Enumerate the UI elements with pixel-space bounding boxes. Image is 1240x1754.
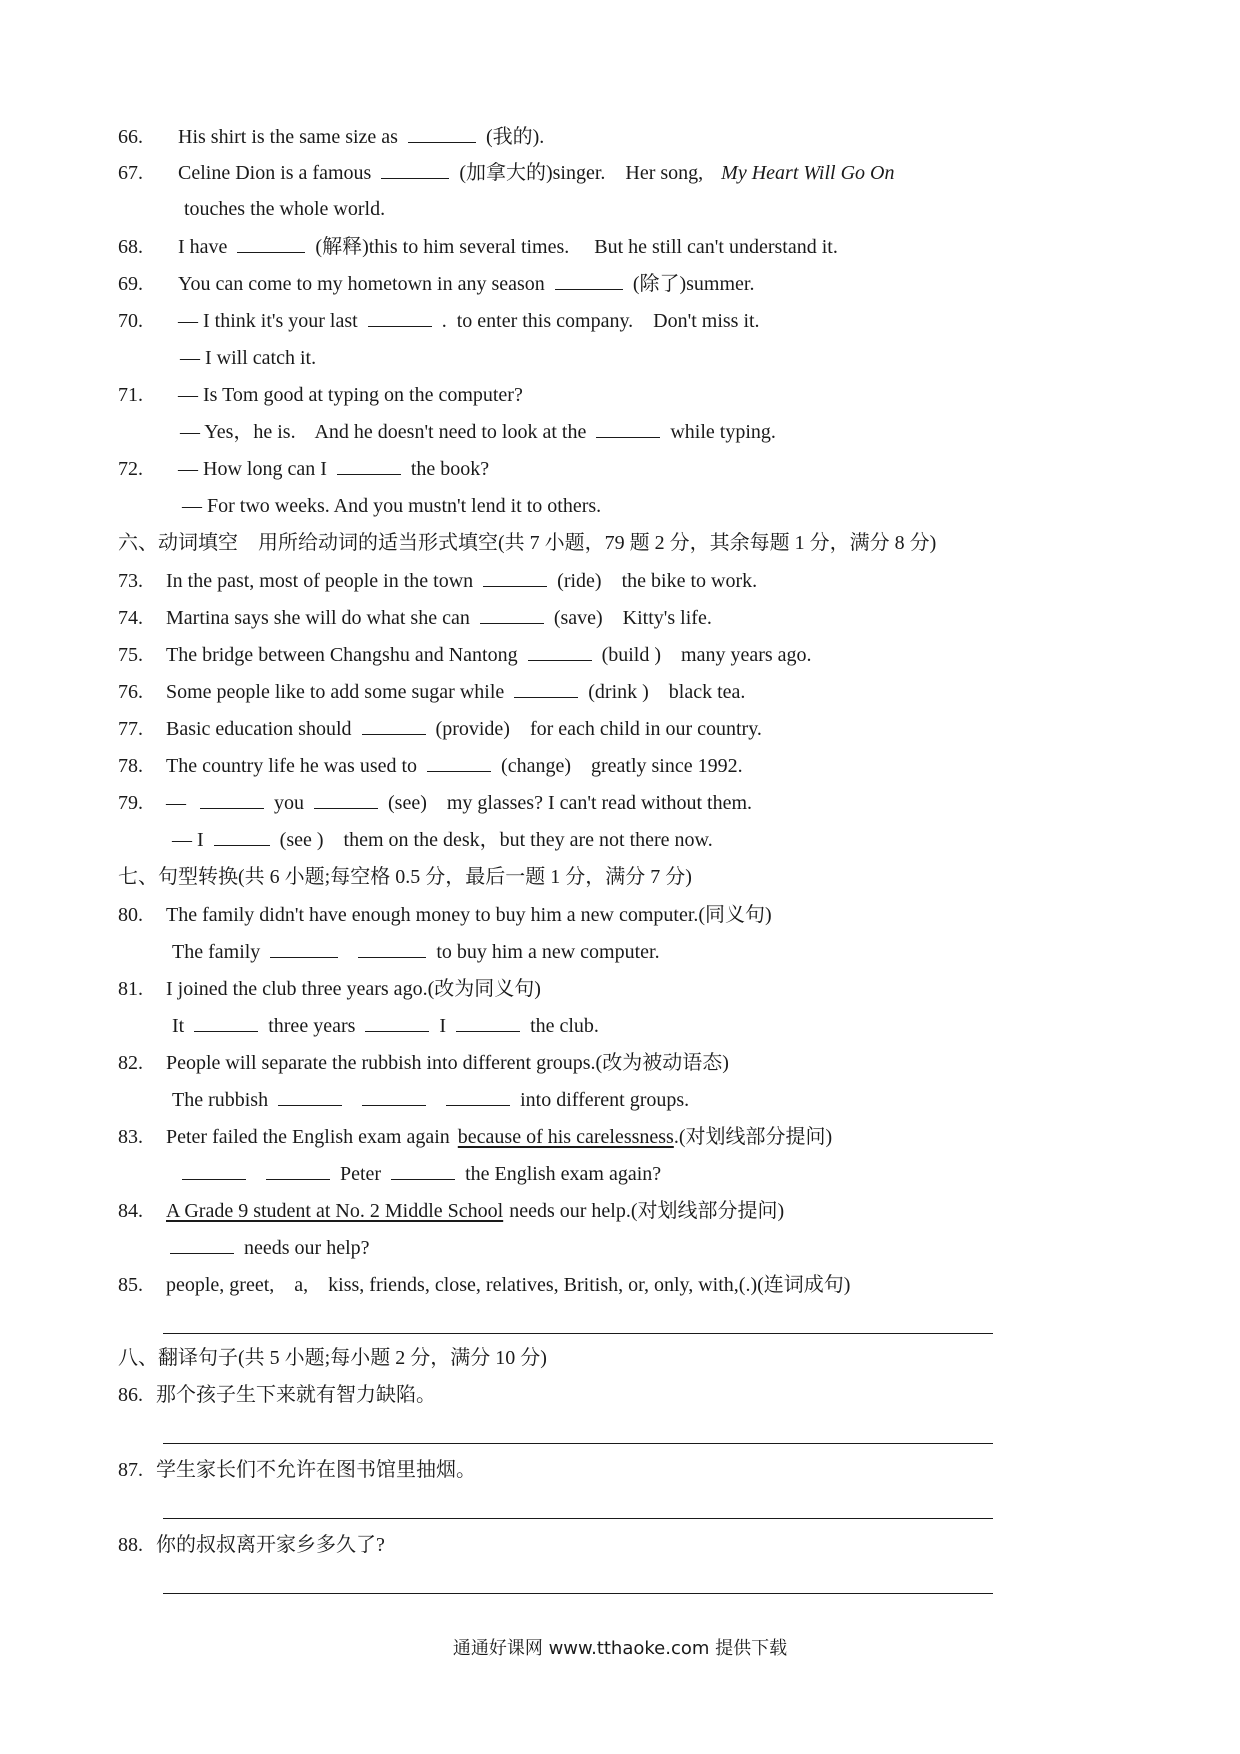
question-number: 78. [118, 755, 143, 777]
answer-blank[interactable] [528, 640, 592, 661]
section-title: 六、动词填空 用所给动词的适当形式填空(共 7 小题，79 题 2 分，其余每题 1 分，满分 8 分) [118, 532, 937, 554]
question-number: 67. [118, 162, 143, 184]
question-text: Martina says she will do what she can [166, 607, 470, 629]
answer-blank[interactable] [408, 122, 476, 143]
answer-blank[interactable] [182, 1159, 246, 1180]
question-number: 72. [118, 458, 143, 480]
question-85 [0, 1270, 1240, 1300]
question-83 [0, 1122, 1240, 1152]
question-number: 68. [118, 236, 143, 258]
answer-blank[interactable] [596, 417, 660, 438]
question-text: In the past, most of people in the town [166, 570, 474, 592]
question-number: 77. [118, 718, 143, 740]
answer-blank[interactable] [266, 1159, 330, 1180]
section-6-heading [0, 528, 1240, 558]
question-81-answer [0, 1011, 1240, 1041]
question-text: (see) my glasses? I can't read without them. [388, 792, 753, 814]
question-number: 71. [118, 384, 143, 406]
question-67 [0, 158, 1240, 188]
answer-blank[interactable] [514, 677, 578, 698]
answer-blank[interactable] [194, 1011, 258, 1032]
question-number: 83. [118, 1126, 143, 1148]
question-74 [0, 603, 1240, 633]
question-number: 79. [118, 792, 143, 814]
question-number: 88. [118, 1534, 143, 1556]
question-84 [0, 1196, 1240, 1226]
question-text: to buy him a new computer. [436, 941, 660, 963]
question-71-reply [0, 417, 1240, 447]
question-number: 86. [118, 1384, 143, 1406]
answer-line[interactable] [163, 1333, 993, 1334]
answer-line[interactable] [163, 1443, 993, 1444]
question-text: (provide) for each child in our country. [435, 718, 762, 740]
question-87 [0, 1455, 1240, 1485]
answer-blank[interactable] [483, 566, 547, 587]
question-text: . to enter this company. Don't miss it. [441, 310, 760, 332]
question-text: His shirt is the same size as [178, 126, 398, 148]
question-text: needs our help.(对划线部分提问) [509, 1200, 785, 1222]
question-number: 85. [118, 1274, 143, 1296]
answer-blank[interactable] [456, 1011, 520, 1032]
answer-blank[interactable] [555, 269, 623, 290]
question-text: Some people like to add some sugar while [166, 681, 505, 703]
question-text: — [166, 792, 186, 814]
question-text: The family didn't have enough money to buy him a new computer.(同义句) [166, 904, 772, 926]
question-text: Basic education should [166, 718, 352, 740]
answer-line[interactable] [163, 1518, 993, 1519]
question-number: 84. [118, 1200, 143, 1222]
answer-blank[interactable] [365, 1011, 429, 1032]
question-69 [0, 269, 1240, 299]
question-text: (我的). [485, 126, 545, 148]
question-number: 73. [118, 570, 143, 592]
question-text: three years [268, 1015, 356, 1037]
question-78 [0, 751, 1240, 781]
question-text: 你的叔叔离开家乡多久了? [156, 1534, 385, 1556]
question-text: people, greet, a, kiss, friends, close, relatives, British, or, only, with,(.)(连词成句) [166, 1274, 851, 1296]
question-82-answer [0, 1085, 1240, 1115]
answer-blank[interactable] [446, 1085, 510, 1106]
question-text: The rubbish [172, 1089, 269, 1111]
question-text: the book? [410, 458, 490, 480]
question-66 [0, 122, 1240, 152]
question-text: .(对划线部分提问) [673, 1126, 833, 1148]
question-text: needs our help? [244, 1237, 370, 1259]
question-text: You can come to my hometown in any season [178, 273, 545, 295]
answer-blank[interactable] [480, 603, 544, 624]
question-73 [0, 566, 1240, 596]
question-text: Peter failed the English exam again [166, 1126, 450, 1148]
answer-blank[interactable] [170, 1233, 234, 1254]
question-text: People will separate the rubbish into different groups.(改为被动语态) [166, 1052, 729, 1074]
question-number: 87. [118, 1459, 143, 1481]
question-text: — How long can I [178, 458, 327, 480]
question-text: It [172, 1015, 185, 1037]
question-text: The bridge between Changshu and Nantong [166, 644, 518, 666]
answer-line[interactable] [163, 1593, 993, 1594]
question-82 [0, 1048, 1240, 1078]
question-number: 66. [118, 126, 143, 148]
question-text: you [274, 792, 304, 814]
section-7-heading [0, 862, 1240, 892]
question-text: the English exam again? [465, 1163, 662, 1185]
section-8-heading [0, 1343, 1240, 1373]
question-76 [0, 677, 1240, 707]
answer-blank[interactable] [427, 751, 491, 772]
section-title: 七、句型转换(共 6 小题;每空格 0.5 分，最后一题 1 分，满分 7 分) [118, 866, 692, 888]
question-text: — For two weeks. And you mustn't lend it to others. [182, 495, 602, 517]
question-text: Celine Dion is a famous [178, 162, 372, 184]
question-72-reply [0, 491, 1240, 521]
answer-blank[interactable] [337, 454, 401, 475]
question-71 [0, 380, 1240, 410]
question-number: 74. [118, 607, 143, 629]
question-72 [0, 454, 1240, 484]
question-79-reply [0, 825, 1240, 855]
question-text: (save) Kitty's life. [553, 607, 712, 629]
question-text: (加拿大的)singer. Her song, [459, 162, 704, 184]
question-text: I have [178, 236, 228, 258]
question-88 [0, 1530, 1240, 1560]
question-text: I joined the club three years ago.(改为同义句) [166, 978, 541, 1000]
song-title: My Heart Will Go On [721, 162, 895, 184]
question-number: 69. [118, 273, 143, 295]
question-text: (除了)summer. [632, 273, 755, 295]
answer-blank[interactable] [270, 937, 338, 958]
page-footer: 通通好课网 www.tthaoke.com 提供下载 [452, 1638, 788, 1659]
question-text: — I [172, 829, 204, 851]
question-70-reply [0, 343, 1240, 373]
question-text: (drink ) black tea. [588, 681, 746, 703]
answer-blank[interactable] [314, 788, 378, 809]
question-number: 76. [118, 681, 143, 703]
question-text: — Is Tom good at typing on the computer? [178, 384, 523, 406]
question-text: The country life he was used to [166, 755, 418, 777]
answer-blank[interactable] [237, 232, 305, 253]
question-81 [0, 974, 1240, 1004]
answer-blank[interactable] [278, 1085, 342, 1106]
answer-blank[interactable] [200, 788, 264, 809]
question-text: touches the whole world. [184, 198, 386, 220]
answer-blank[interactable] [381, 158, 449, 179]
answer-blank[interactable] [362, 714, 426, 735]
question-number: 80. [118, 904, 143, 926]
answer-blank[interactable] [362, 1085, 426, 1106]
question-text: (see ) them on the desk，but they are not there now. [279, 829, 713, 851]
question-text: (build ) many years ago. [601, 644, 812, 666]
question-text: — Yes，he is. And he doesn't need to look at the [180, 421, 587, 443]
question-80-answer [0, 937, 1240, 967]
answer-blank[interactable] [391, 1159, 455, 1180]
question-text: The family [172, 941, 261, 963]
question-text: the club. [530, 1015, 599, 1037]
question-83-answer [0, 1159, 1240, 1189]
answer-blank[interactable] [358, 937, 426, 958]
question-text: (ride) the bike to work. [557, 570, 758, 592]
section-title: 八、翻译句子(共 5 小题;每小题 2 分，满分 10 分) [118, 1347, 547, 1369]
question-number: 82. [118, 1052, 143, 1074]
question-79 [0, 788, 1240, 818]
question-text: into different groups. [520, 1089, 690, 1111]
question-text: — I will catch it. [180, 347, 317, 369]
question-68 [0, 232, 1240, 262]
question-70 [0, 306, 1240, 336]
question-75 [0, 640, 1240, 670]
question-number: 75. [118, 644, 143, 666]
question-text: (change) greatly since 1992. [501, 755, 743, 777]
question-text: I [439, 1015, 447, 1037]
question-80 [0, 900, 1240, 930]
underlined-phrase: because of his carelessness [457, 1126, 674, 1148]
question-text: — I think it's your last [178, 310, 358, 332]
question-text: 学生家长们不允许在图书馆里抽烟。 [156, 1459, 476, 1481]
question-text: while typing. [670, 421, 776, 443]
question-text: 那个孩子生下来就有智力缺陷。 [156, 1384, 436, 1406]
question-text: Peter [340, 1163, 382, 1185]
question-84-answer [0, 1233, 1240, 1263]
question-number: 81. [118, 978, 143, 1000]
question-67-cont [0, 194, 1240, 224]
question-86 [0, 1380, 1240, 1410]
underlined-phrase: A Grade 9 student at No. 2 Middle School [166, 1200, 504, 1222]
answer-blank[interactable] [214, 825, 270, 846]
question-number: 70. [118, 310, 143, 332]
question-77 [0, 714, 1240, 744]
question-text: (解释)this to him several times. But he still can't understand it. [315, 236, 838, 258]
answer-blank[interactable] [368, 306, 432, 327]
